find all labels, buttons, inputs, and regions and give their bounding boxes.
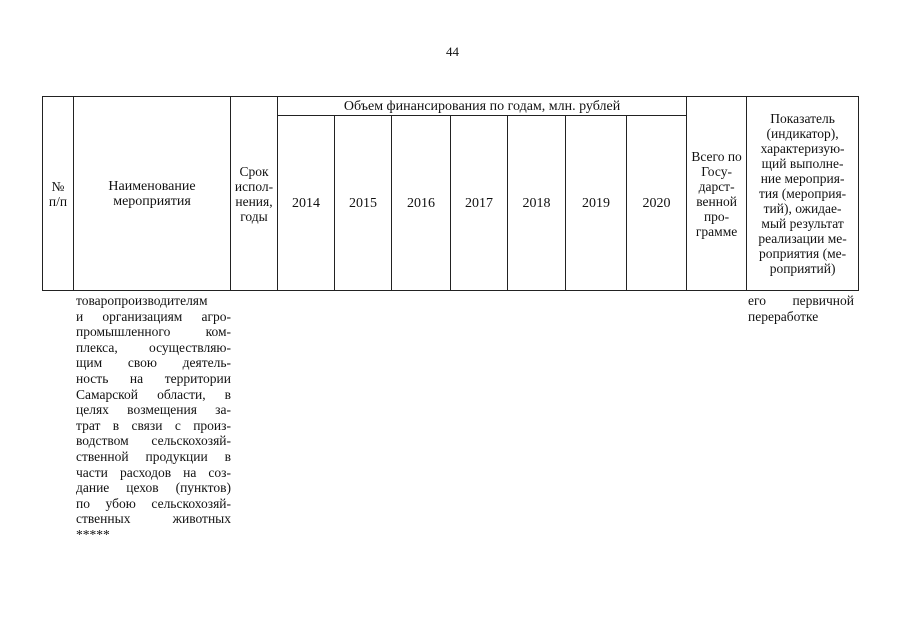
header-name: Наименование мероприятия — [74, 97, 231, 291]
text-line: целях возмещения за- — [76, 402, 231, 418]
text-line: промышленного ком- — [76, 324, 231, 340]
measure-name-text — [76, 293, 231, 543]
header-year: 2018 — [508, 116, 566, 291]
text-line: части расходов на соз- — [76, 464, 231, 480]
header-indicator: Показатель (индикатор), характеризую- щий выполне- ние мероприя- тия (мероприя- тий), ожидае- мый результат реализации ме- роприятия (ме- роприятий) — [747, 97, 859, 291]
text-line: водством сельскохозяй- — [76, 433, 231, 449]
header-term: Срок испол- нения, годы — [231, 97, 278, 291]
indicator-text — [748, 293, 854, 324]
header-year: 2014 — [278, 116, 335, 291]
header-financing: Объем финансирования по годам, млн. рублей — [278, 97, 687, 116]
text-line: щим свою деятель- — [76, 355, 231, 371]
text-line: плекса, осуществляю- — [76, 339, 231, 355]
text-line: ственных животных — [76, 511, 231, 527]
text-line: ность на территории — [76, 370, 231, 386]
text-line: переработке — [748, 308, 819, 324]
text-line: ственной продукции в — [76, 448, 231, 464]
header-year: 2017 — [451, 116, 508, 291]
page-number: 44 — [446, 44, 459, 59]
header-year: 2015 — [335, 116, 392, 291]
header-year: 2019 — [566, 116, 627, 291]
text-line: дание цехов (пунктов) — [76, 480, 231, 496]
header-year: 2016 — [392, 116, 451, 291]
header-year: 2020 — [627, 116, 687, 291]
footnote-marker: ***** — [76, 526, 110, 542]
text-line: товаропроизводителям — [76, 293, 208, 308]
text-line: и организациям агро- — [76, 308, 231, 324]
header-total: Всего по Госу- дарст- венной про- грамме — [687, 97, 747, 291]
financing-table — [42, 96, 859, 291]
text-line: трат в связи с произ- — [76, 417, 231, 433]
header-num: № п/п — [43, 97, 74, 291]
text-line: по убою сельскохозяй- — [76, 495, 231, 511]
text-line: Самарской области, в — [76, 386, 231, 402]
text-line: его первичной — [748, 293, 854, 308]
